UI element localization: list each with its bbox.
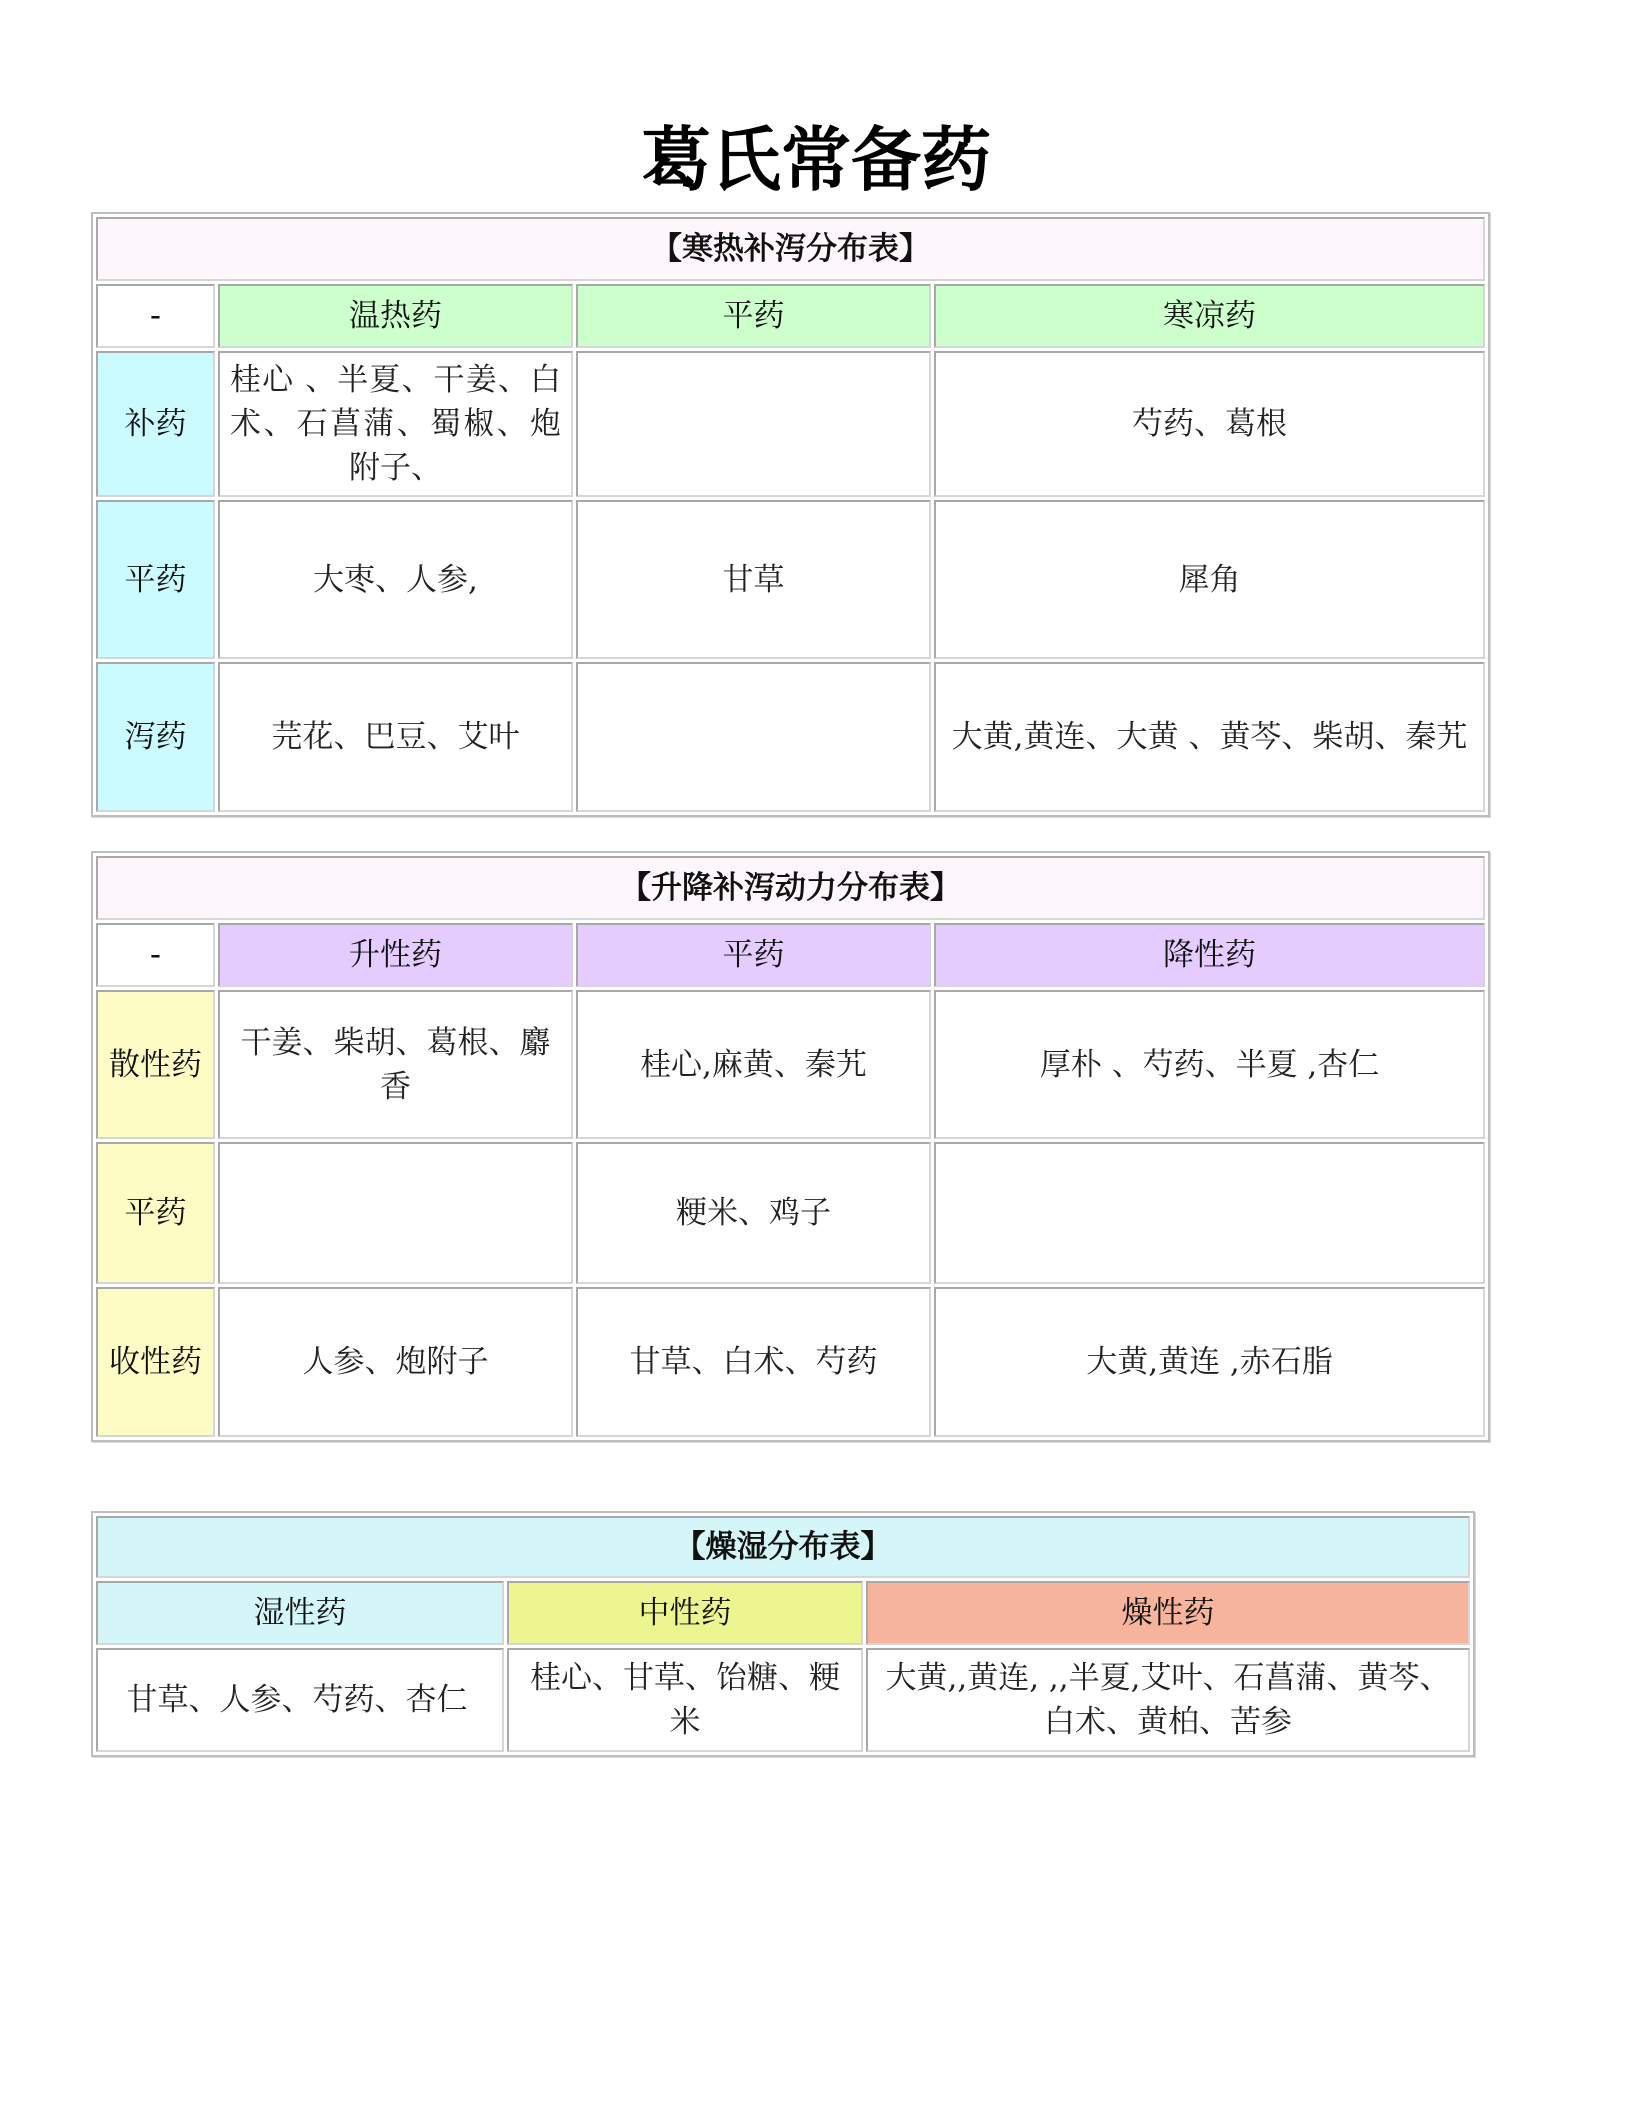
column-header-cool: 寒凉药 <box>934 284 1485 348</box>
ascend-descend-table <box>91 851 1490 1442</box>
table-cell <box>576 662 931 812</box>
table-caption: 【寒热补泻分布表】 <box>96 217 1485 281</box>
column-header-warm: 温热药 <box>218 284 573 348</box>
table-row <box>96 1648 1470 1752</box>
table-row <box>96 1142 1485 1284</box>
table-cell: 芫花、巴豆、艾叶 <box>218 662 573 812</box>
table-row <box>96 1287 1485 1437</box>
column-header-damp: 湿性药 <box>96 1581 504 1645</box>
column-header-dry: 燥性药 <box>866 1581 1470 1645</box>
table-cell: 甘草、白术、芍药 <box>576 1287 931 1437</box>
table-cell: 甘草 <box>576 500 931 659</box>
table-row <box>96 500 1485 659</box>
column-header-neutral: 中性药 <box>507 1581 863 1645</box>
table-row <box>96 990 1485 1139</box>
table-cell <box>934 1142 1485 1284</box>
row-header-dispersing: 散性药 <box>96 990 215 1139</box>
table-cell: 干姜、柴胡、葛根、麝香 <box>218 990 573 1139</box>
table-cell: 大黄,,黄连, ,,半夏,艾叶、石菖蒲、黄芩、白术、黄柏、苦参 <box>866 1648 1470 1752</box>
table-cell: 桂心、甘草、饴糖、粳米 <box>507 1648 863 1752</box>
column-header-neutral: 平药 <box>576 284 931 348</box>
corner-cell: - <box>96 284 215 348</box>
row-header-neutral: 平药 <box>96 500 215 659</box>
row-header-astringent: 收性药 <box>96 1287 215 1437</box>
table-caption: 【升降补泻动力分布表】 <box>96 856 1485 920</box>
table-row <box>96 662 1485 812</box>
table-cell: 芍药、葛根 <box>934 351 1485 497</box>
column-header-descending: 降性药 <box>934 923 1485 987</box>
row-header-neutral: 平药 <box>96 1142 215 1284</box>
table-cell: 大枣、人参, <box>218 500 573 659</box>
dry-damp-table <box>91 1511 1475 1757</box>
table-cell: 人参、炮附子 <box>218 1287 573 1437</box>
column-header-ascending: 升性药 <box>218 923 573 987</box>
table-cell: 甘草、人参、芍药、杏仁 <box>96 1648 504 1752</box>
cold-heat-table <box>91 212 1490 817</box>
table-cell: 大黄,黄连、大黄 、黄芩、柴胡、秦艽 <box>934 662 1485 812</box>
table-cell: 大黄,黄连 ,赤石脂 <box>934 1287 1485 1437</box>
table-cell: 桂心,麻黄、秦艽 <box>576 990 931 1139</box>
table-cell: 犀角 <box>934 500 1485 659</box>
page-title: 葛氏常备药 <box>641 119 991 201</box>
row-header-tonic: 补药 <box>96 351 215 497</box>
table-cell <box>576 351 931 497</box>
table-caption: 【燥湿分布表】 <box>96 1516 1470 1578</box>
table-row <box>96 351 1485 497</box>
table-cell: 桂心 、半夏、干姜、白术、石菖蒲、蜀椒、炮附子、 <box>218 351 573 497</box>
table-cell <box>218 1142 573 1284</box>
corner-cell: - <box>96 923 215 987</box>
table-cell: 粳米、鸡子 <box>576 1142 931 1284</box>
row-header-purgative: 泻药 <box>96 662 215 812</box>
table-cell: 厚朴 、芍药、半夏 ,杏仁 <box>934 990 1485 1139</box>
column-header-neutral: 平药 <box>576 923 931 987</box>
